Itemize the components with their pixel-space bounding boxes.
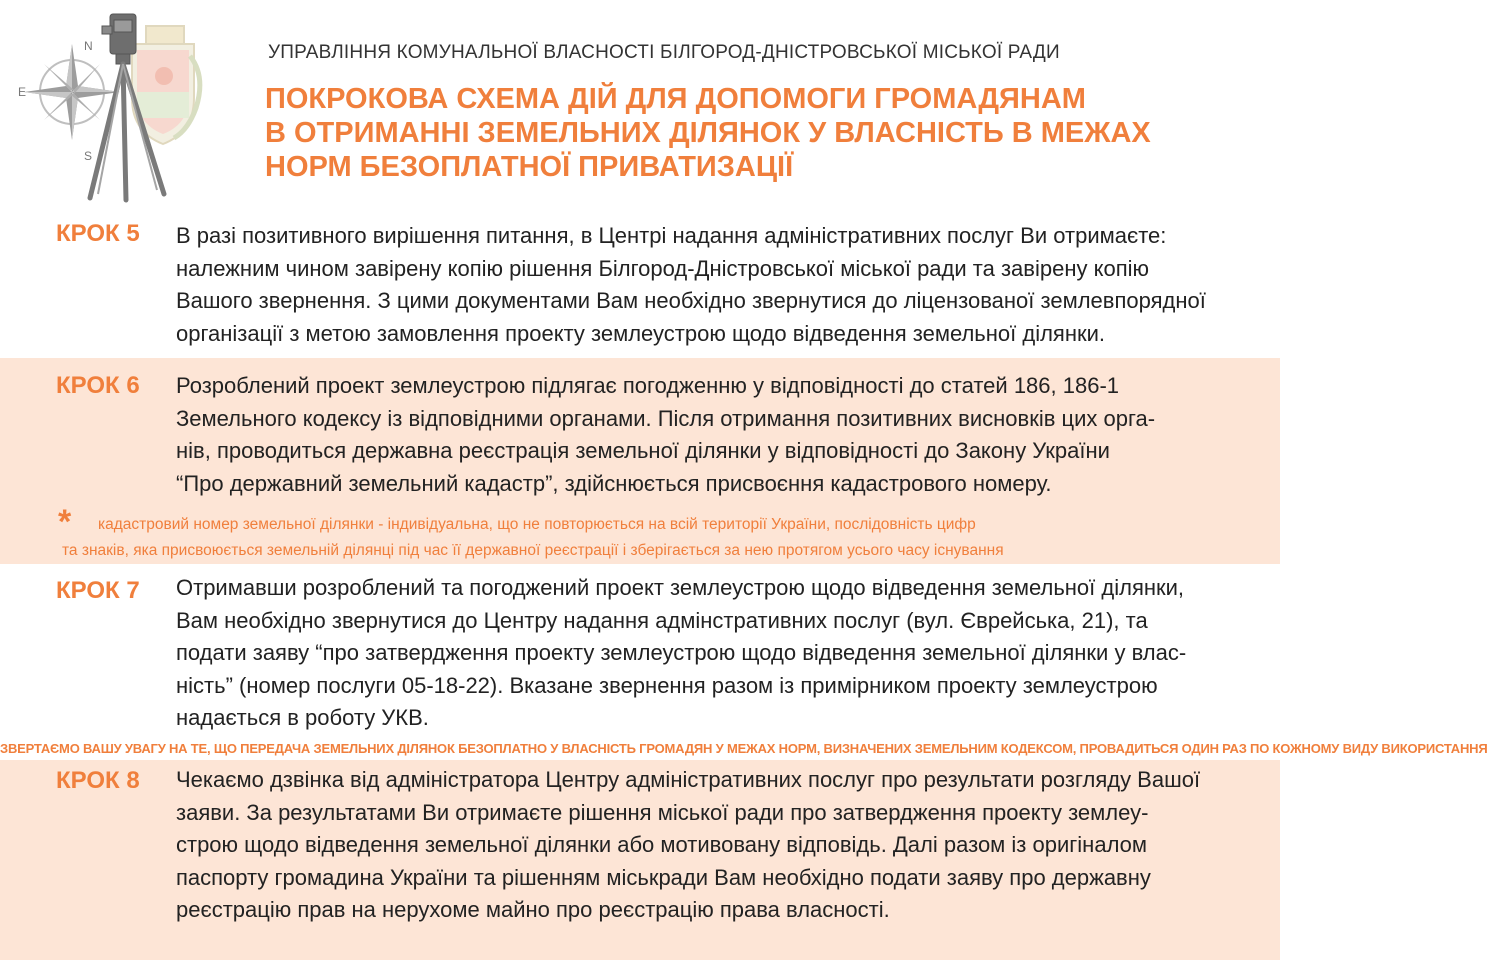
step-text-line: ність” (номер послуги 05-18-22). Вказане звернення разом із примірником проекту землеустрою xyxy=(176,672,1158,698)
step-text-line: Земельного кодексу із відповідними органами. Після отримання позитивних висновків цих орга- xyxy=(176,405,1156,431)
page-title-line: НОРМ БЕЗОПЛАТНОЇ ПРИВАТИЗАЦІЇ xyxy=(265,151,794,183)
cadastral-number-footnote xyxy=(62,512,1242,564)
step-text-line: В разі позитивного вирішення питання, в Центрі надання адміністративних послуг Ви отримаєте: xyxy=(176,223,1167,248)
page-title-line: В ОТРИМАННІ ЗЕМЕЛЬНИХ ДІЛЯНОК У ВЛАСНІСТЬ В МЕЖАХ xyxy=(265,117,1151,149)
step-text-line: належним чином завірену копію рішення Білгород-Дністровської міської ради та завірену копію xyxy=(176,255,1149,281)
step-8-label: КРОК 8 xyxy=(56,767,140,794)
step-7-text xyxy=(176,572,1256,735)
step-text-line: Розроблений проект землеустрою підлягає погодженню у відповідності до статей 186, 186-1 xyxy=(176,373,1120,398)
step-5-label: КРОК 5 xyxy=(56,220,140,247)
footnote-line: кадастровий номер земельної ділянки - індивідуальна, що не повторюється на всій території України, послідовність цифр xyxy=(98,516,976,533)
step-text-line: заяви. За результатами Ви отримаєте рішення міської ради про затвердження проекту землеу- xyxy=(176,799,1149,825)
page-title-line: ПОКРОКОВА СХЕМА ДІЙ ДЛЯ ДОПОМОГИ ГРОМАДЯНАМ xyxy=(265,83,1086,115)
step-text-line: строю щодо відведення земельної ділянки або мотивовану відповідь. Далі разом із оригіналом xyxy=(176,832,1148,857)
step-6-text xyxy=(176,370,1256,500)
step-text-line: Вам необхідно звернутися до Центру надання адмінстративних послуг (вул. Єврейська, 21), та xyxy=(176,607,1148,633)
compass-n-label: N xyxy=(84,39,93,53)
step-text-line: Чекаємо дзвінка від адміністратора Центру адміністративних послуг про результати розгляду Вашої xyxy=(176,767,1201,792)
step-text-line: “Про державний земельний кадастр”, здійснюється присвоєння кадастрового номеру. xyxy=(176,470,1052,496)
footnote-asterisk: * xyxy=(58,503,72,541)
step-5-text xyxy=(176,220,1256,350)
page-title xyxy=(265,82,1245,184)
step-text-line: організації з метою замовлення проекту землеустрою щодо відведення земельної ділянки. xyxy=(176,320,1106,346)
footnote-line: та знаків, яка присвоюється земельній ділянці під час її державної реєстрації і зберігається за нею протягом усього часу існування xyxy=(62,542,1004,559)
step-text-line: подати заяву “про затвердження проекту землеустрою щодо відведення земельної ділянки у влас- xyxy=(176,640,1187,665)
step-text-line: паспорту громадина України та рішенням міськради Вам необхідно подати заяву про державну xyxy=(176,864,1151,890)
step-text-line: реєстрацію прав на нерухоме майно про реєстрацію права власності. xyxy=(176,897,890,922)
compass-s-label: S xyxy=(84,149,93,163)
step-7-label: КРОК 7 xyxy=(56,577,140,604)
compass-e-label: E xyxy=(18,85,27,99)
organization-name: УПРАВЛІННЯ КОМУНАЛЬНОЇ ВЛАСНОСТІ БІЛГОРОД-ДНІСТРОВСЬКОЇ МІСЬКОЇ РАДИ xyxy=(268,42,1060,63)
attention-notice: ЗВЕРТАЄМО ВАШУ УВАГУ НА ТЕ, ЩО ПЕРЕДАЧА ЗЕМЕЛЬНИХ ДІЛЯНОК БЕЗОПЛАТНО У ВЛАСНІСТЬ ГРОМАДЯН У МЕЖАХ НОРМ, ВИЗНАЧЕНИХ ЗЕМЕЛЬНИМ КОДЕКСОМ, ПРОВАДИТЬСЯ ОДИН РАЗ ПО КОЖНОМУ ВИДУ ВИКОРИСТАННЯ xyxy=(0,741,1488,756)
step-text-line: нів, проводиться державна реєстрація земельної ділянки у відповідності до Закону України xyxy=(176,438,1110,463)
step-text-line: Вашого звернення. З цими документами Вам необхідно звернутися до ліцензованої землевпорядної xyxy=(176,288,1206,313)
step-text-line: Отримавши розроблений та погоджений проект землеустрою щодо відведення земельної ділянки, xyxy=(176,575,1185,600)
surveyor-tripod-compass-coat-of-arms-icon xyxy=(14,4,214,204)
step-8-text xyxy=(176,764,1256,927)
step-text-line: надається в роботу УКВ. xyxy=(176,705,429,730)
step-6-label: КРОК 6 xyxy=(56,372,140,399)
